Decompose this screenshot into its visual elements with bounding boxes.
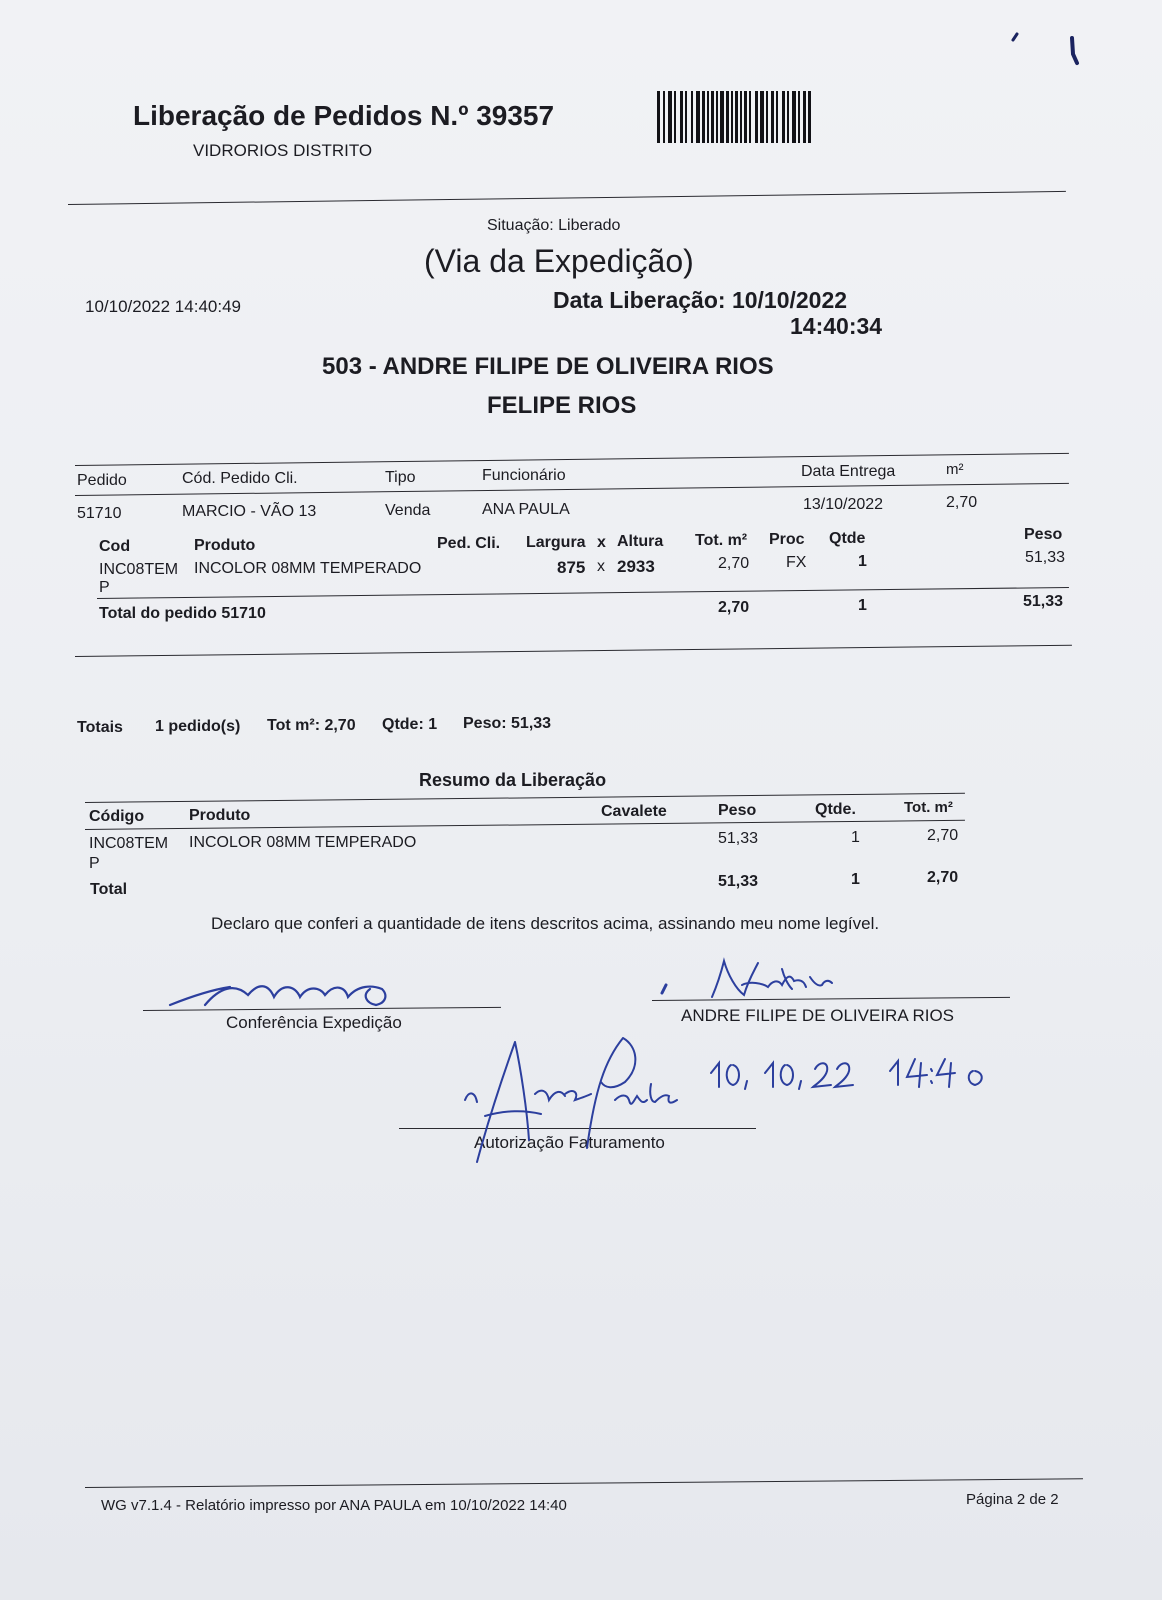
signature-label-client: ANDRE FILIPE DE OLIVEIRA RIOS <box>681 1006 955 1025</box>
item-largura: 875 <box>557 558 586 577</box>
handwritten-signature-conferencia <box>150 975 410 1015</box>
footer-printed-by: WG v7.1.4 - Relatório impresso por ANA PAULA em 10/10/2022 14:40 <box>101 1497 567 1514</box>
summary-col-codigo: Código <box>89 808 145 825</box>
item-peso: 51,33 <box>1025 549 1066 566</box>
item-produto: INCOLOR 08MM TEMPERADO <box>194 560 422 577</box>
order-total-peso: 51,33 <box>1023 593 1064 610</box>
summary-total-qtde: 1 <box>851 871 860 888</box>
divider <box>97 587 1069 599</box>
summary-tot-m2: 2,70 <box>927 827 959 844</box>
release-date: Data Liberação: 10/10/2022 <box>553 287 848 313</box>
item-x: x <box>597 558 605 575</box>
client-name: 503 - ANDRE FILIPE DE OLIVEIRA RIOS <box>322 353 774 380</box>
col-cod-pedido-cli: Cód. Pedido Cli. <box>182 470 298 487</box>
barcode <box>657 91 834 143</box>
client-alias: FELIPE RIOS <box>487 392 637 419</box>
summary-codigo: INC08TEM <box>89 835 169 852</box>
col-data-entrega: Data Entrega <box>801 463 896 480</box>
signature-label-autorizacao: Autorização Faturamento <box>474 1133 665 1152</box>
summary-col-qtde: Qtde. <box>815 801 856 818</box>
footer-page-number: Página 2 de 2 <box>966 1491 1059 1508</box>
item-col-produto: Produto <box>194 537 256 554</box>
printed-timestamp: 10/10/2022 14:40:49 <box>85 297 241 316</box>
pen-marks <box>1005 30 1085 75</box>
item-proc: FX <box>786 554 807 571</box>
summary-col-tot-m2: Tot. m² <box>904 799 953 816</box>
order-total-m2: 2,70 <box>718 599 750 616</box>
divider <box>68 191 1066 205</box>
summary-produto: INCOLOR 08MM TEMPERADO <box>189 834 417 851</box>
totals-label: Totais <box>77 719 123 736</box>
totals-m2: Tot m²: 2,70 <box>267 717 356 734</box>
handwritten-date <box>705 1045 1015 1090</box>
summary-title: Resumo da Liberação <box>419 770 607 790</box>
order-pedido: 51710 <box>77 505 122 522</box>
divider <box>75 453 1069 466</box>
item-col-cod: Cod <box>99 538 131 555</box>
item-col-ped-cli: Ped. Cli. <box>437 535 501 552</box>
item-col-altura: Altura <box>617 533 664 550</box>
summary-total-peso: 51,33 <box>718 873 759 890</box>
col-m2: m² <box>946 461 964 478</box>
order-total-qtde: 1 <box>858 597 867 614</box>
totals-pedidos: 1 pedido(s) <box>155 718 241 735</box>
situation-label: Situação: Liberado <box>487 217 621 234</box>
item-altura: 2933 <box>617 557 655 576</box>
order-tipo: Venda <box>385 502 431 519</box>
item-col-peso: Peso <box>1024 526 1063 543</box>
release-time: 14:40:34 <box>790 313 883 339</box>
signature-label-conferencia: Conferência Expedição <box>226 1013 402 1032</box>
item-cod-cont: P <box>99 579 110 596</box>
company-name: VIDRORIOS DISTRITO <box>193 141 373 160</box>
handwritten-signature-client <box>650 955 850 1005</box>
order-data-entrega: 13/10/2022 <box>803 496 884 513</box>
item-col-x: x <box>597 534 606 551</box>
divider <box>85 1478 1083 1488</box>
copy-label: (Via da Expedição) <box>424 243 694 279</box>
totals-peso: Peso: 51,33 <box>463 715 552 732</box>
order-cod-pedido-cli: MARCIO - VÃO 13 <box>182 503 317 520</box>
item-col-qtde: Qtde <box>829 530 866 547</box>
col-pedido: Pedido <box>77 472 127 489</box>
item-tot-m2: 2,70 <box>718 555 750 572</box>
page-title: Liberação de Pedidos N.º 39357 <box>133 100 555 131</box>
declaration-text: Declaro que conferi a quantidade de itens descritos acima, assinando meu nome legível. <box>211 914 880 933</box>
item-col-largura: Largura <box>526 534 586 551</box>
item-qtde: 1 <box>858 553 867 570</box>
item-col-tot-m2: Tot. m² <box>695 532 748 549</box>
col-tipo: Tipo <box>385 469 416 486</box>
summary-col-cavalete: Cavalete <box>601 803 667 820</box>
handwritten-signature-autorizacao <box>455 1030 715 1170</box>
order-total-label: Total do pedido 51710 <box>99 605 266 622</box>
summary-peso: 51,33 <box>718 830 759 847</box>
summary-col-peso: Peso <box>718 802 757 819</box>
summary-codigo-cont: P <box>89 855 100 872</box>
totals-qtde: Qtde: 1 <box>382 716 438 733</box>
summary-col-produto: Produto <box>189 807 251 824</box>
item-col-proc: Proc <box>769 531 805 548</box>
summary-total-tot-m2: 2,70 <box>927 869 959 886</box>
order-m2: 2,70 <box>946 494 978 511</box>
order-funcionario: ANA PAULA <box>482 501 570 518</box>
item-cod: INC08TEM <box>99 561 179 578</box>
summary-total-label: Total <box>90 881 128 898</box>
summary-qtde: 1 <box>851 829 860 846</box>
col-funcionario: Funcionário <box>482 467 566 484</box>
divider <box>75 645 1072 657</box>
